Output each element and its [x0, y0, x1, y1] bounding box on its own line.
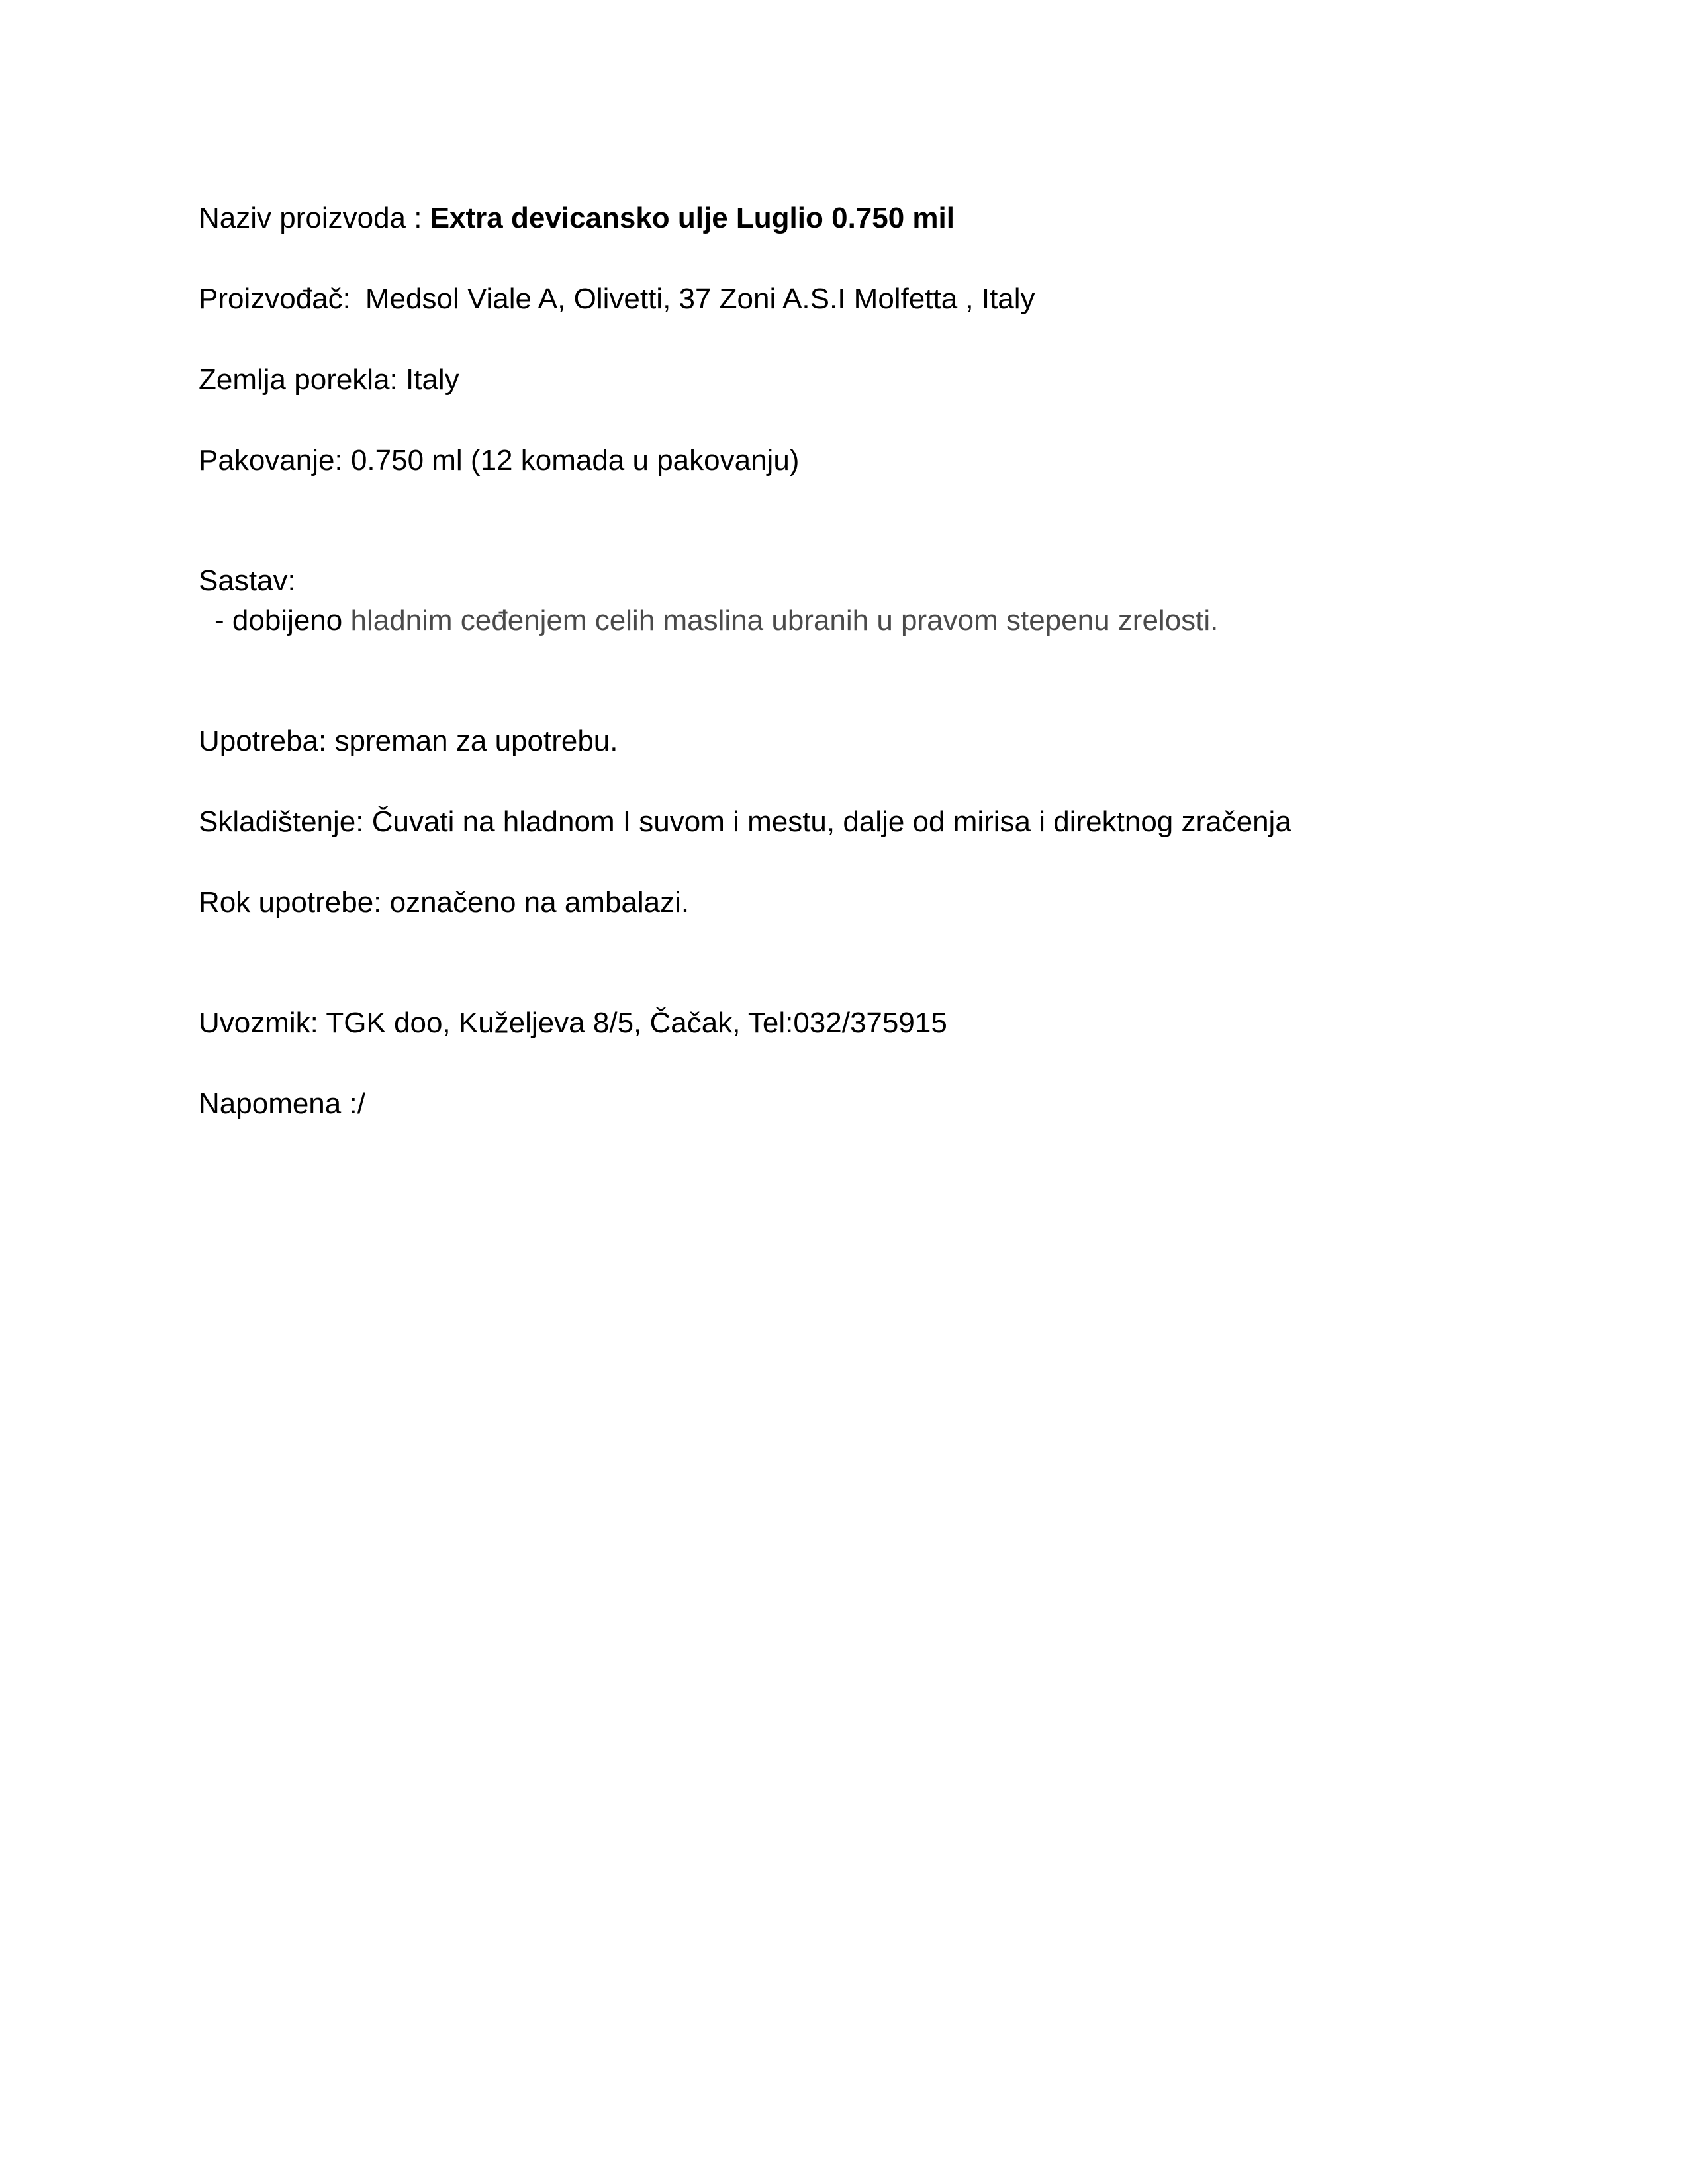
country-of-origin-value: Italy — [406, 363, 459, 396]
usage-value: spreman za upotrebu. — [334, 725, 618, 757]
usage-line — [199, 723, 618, 760]
country-of-origin-label: Zemlja porekla: — [199, 363, 406, 396]
note-label: Napomena : — [199, 1087, 357, 1120]
manufacturer-value: Medsol Viale A, Olivetti, 37 Zoni A.S.I Molfetta , Italy — [365, 283, 1035, 315]
composition-item-prefix: - dobijeno — [214, 604, 351, 637]
expiry-label: Rok upotrebe: — [199, 886, 390, 919]
composition-heading — [199, 563, 296, 600]
expiry-line — [199, 884, 689, 921]
product-name-line — [199, 200, 955, 237]
storage-value: Čuvati na hladnom I suvom i mestu, dalje od mirisa i direktnog zračenja — [371, 805, 1291, 838]
note-value: / — [357, 1087, 365, 1120]
manufacturer-line — [199, 281, 1035, 318]
composition-label: Sastav: — [199, 565, 296, 597]
product-name-label: Naziv proizvoda : — [199, 202, 430, 234]
note-line — [199, 1085, 365, 1122]
composition-item — [214, 602, 1218, 639]
product-name-value: Extra devicansko ulje Luglio 0.750 mil — [430, 202, 955, 234]
packaging-label: Pakovanje: — [199, 444, 351, 477]
composition-item-text: hladnim ceđenjem celih maslina ubranih u pravom stepenu zrelosti. — [350, 604, 1219, 637]
manufacturer-label: Proizvođač: — [199, 283, 351, 315]
packaging-value: 0.750 ml (12 komada u pakovanju) — [350, 444, 800, 477]
country-of-origin-line — [199, 361, 459, 398]
importer-value: TGK doo, Kuželjeva 8/5, Čačak, Tel:032/375915 — [326, 1007, 947, 1039]
importer-line — [199, 1005, 947, 1042]
packaging-line — [199, 442, 799, 479]
storage-line — [199, 803, 1291, 841]
importer-label: Uvozmik: — [199, 1007, 326, 1039]
usage-label: Upotreba: — [199, 725, 335, 757]
expiry-value: označeno na ambalazi. — [389, 886, 690, 919]
storage-label: Skladištenje: — [199, 805, 372, 838]
